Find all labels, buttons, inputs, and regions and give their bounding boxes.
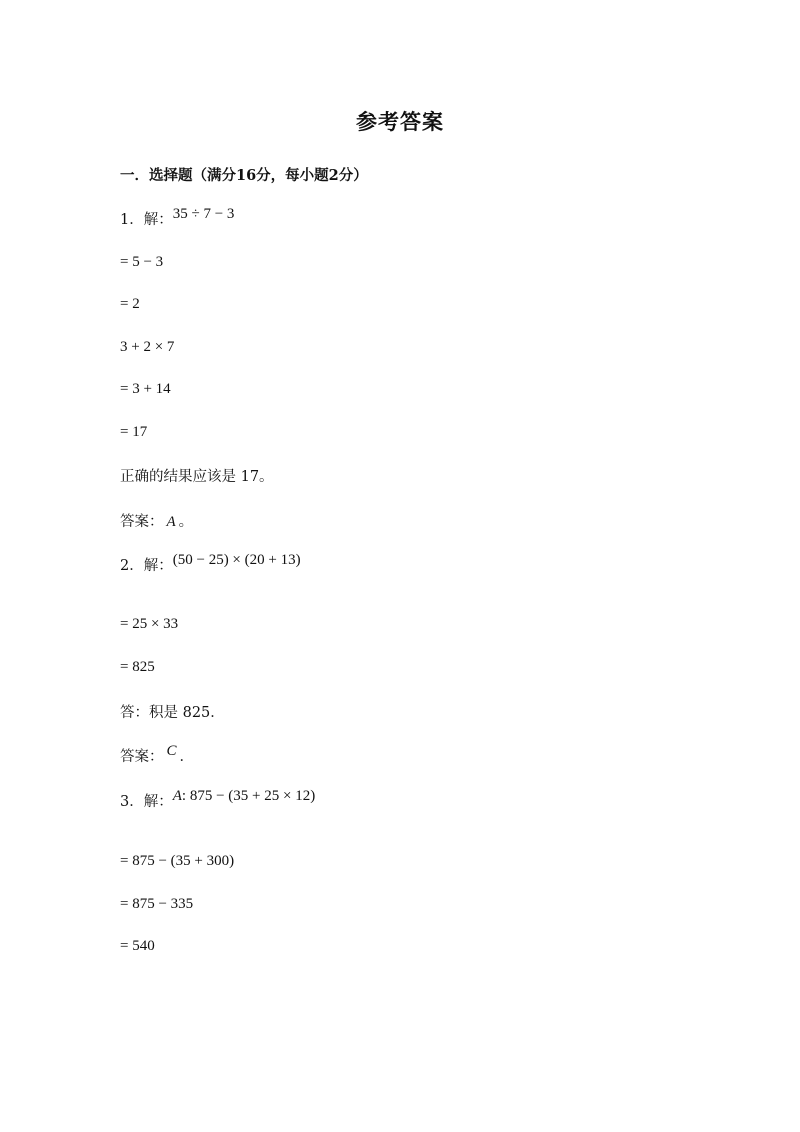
q2-answer-value: C: [166, 743, 177, 759]
q1-conclusion: 正确的结果应该是 17。: [120, 469, 274, 485]
q3-step3: = 540: [120, 938, 155, 954]
q2-conclusion: 答：积是 825．: [120, 705, 225, 721]
q2-step2: = 825: [120, 659, 155, 675]
section-heading: 一．选择题（满分16分，每小题2分）: [120, 167, 368, 184]
q3-expression-prefix: A: [172, 788, 182, 804]
q2-label: 2．解：: [120, 558, 173, 574]
q1-expression2: 3 + 2 × 7: [120, 339, 175, 355]
q1-answer-value: A: [166, 514, 176, 530]
q3-step2: = 875 − 335: [120, 896, 194, 912]
q1-step2: = 2: [120, 296, 140, 312]
q3-line: [120, 788, 316, 812]
q2-expression: (50 − 25) × (20 + 13): [172, 552, 301, 568]
q1-step4: = 17: [120, 424, 148, 440]
q2-answer: [120, 743, 195, 767]
q3-step1: = 875 − (35 + 300): [120, 853, 235, 869]
q1-label: 1．解：: [120, 212, 173, 228]
q2-line: [120, 552, 301, 576]
q1-step3: = 3 + 14: [120, 381, 171, 397]
q1-line: [120, 206, 235, 230]
q2-answer-prefix: 答案：: [120, 749, 164, 765]
q1-expression: 35 ÷ 7 − 3: [172, 206, 235, 222]
page-title: 参考答案: [356, 109, 444, 134]
q1-step1: = 5 − 3: [120, 254, 164, 270]
q2-answer-suffix: ．: [179, 749, 195, 765]
q1-answer-prefix: 答案：: [120, 514, 164, 530]
q1-answer-suffix: 。: [178, 514, 194, 530]
q2-step1: = 25 × 33: [120, 616, 179, 632]
q1-answer: [120, 512, 193, 532]
q3-label: 3．解：: [120, 794, 173, 810]
q3-expression-body: : 875 − (35 + 25 × 12): [181, 788, 316, 804]
q3-expression: [173, 788, 315, 804]
